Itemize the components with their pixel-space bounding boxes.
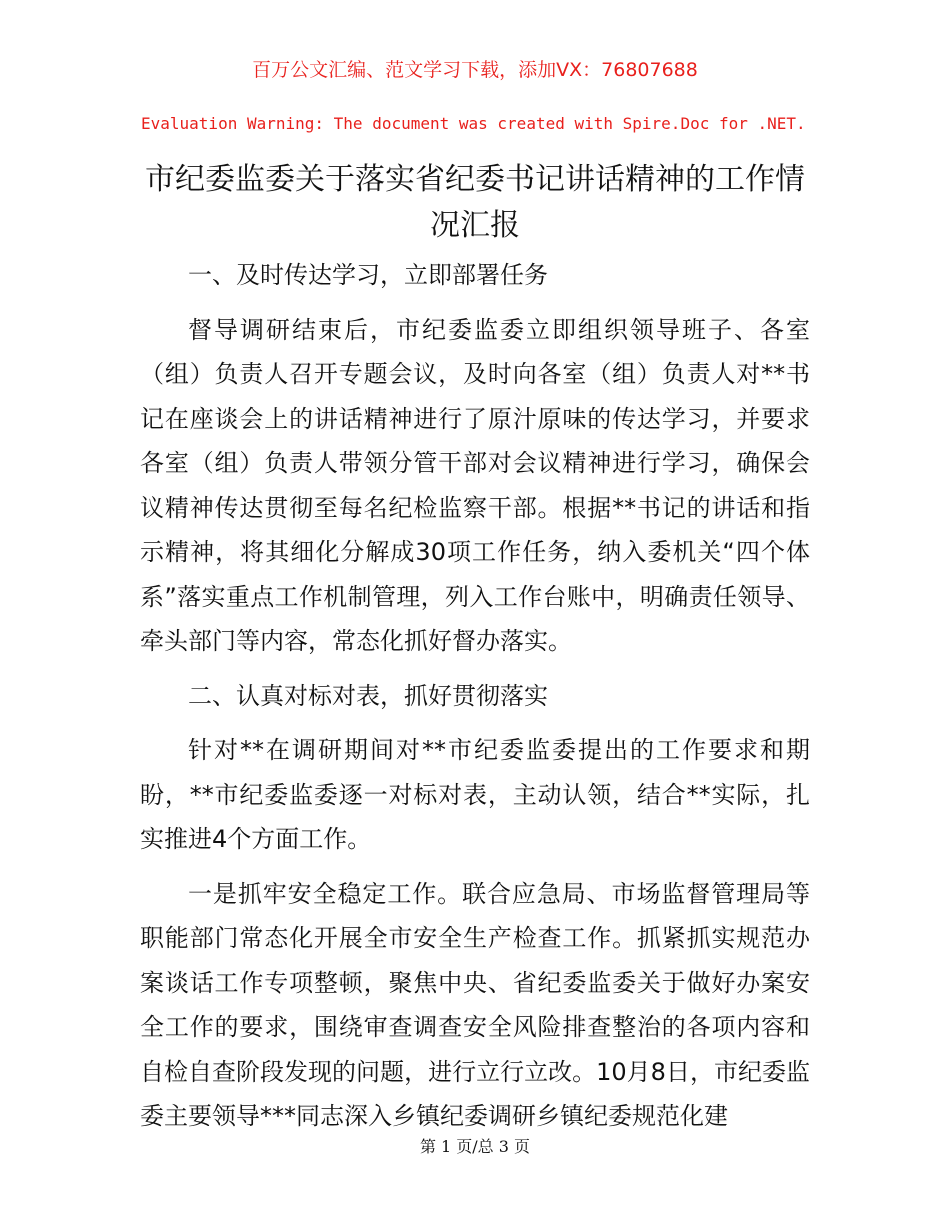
paragraph-3: 一是抓牢安全稳定工作。联合应急局、市场监督管理局等职能部门常态化开展全市安全生产检查工作。抓紧抓实规范办案谈话工作专项整顿，聚焦中央、省纪委监委关于做好办案安全工作的要求，围绕审查调查安全风险排查整治的各项内容和自检自查阶段发现的问题，进行立行立改。10月8日，市纪委监委主要领导***同志深入乡镇纪委调研乡镇纪委规范化建 — [140, 879, 810, 1130]
paragraph-2: 针对**在调研期间对**市纪委监委提出的工作要求和期盼，**市纪委监委逐一对标对表，主动认领，结合**实际，扎实推进4个方面工作。 — [140, 736, 810, 853]
paragraph-1: 督导调研结束后，市纪委监委立即组织领导班子、各室（组）负责人召开专题会议，及时向各室（组）负责人对**书记在座谈会上的讲话精神进行了原汁原味的传达学习，并要求各室（组）负责人带领分管干部对会议精神进行学习，确保会议精神传达贯彻至每名纪检监察干部。根据**书记的讲话和指示精神，将其细化分解成30项工作任务，纳入委机关“四个体系”落实重点工作机制管理，列入工作台账中，明确责任领导、牵头部门等内容，常态化抓好督办落实。 — [140, 315, 810, 655]
document-title: 市纪委监委关于落实省纪委书记讲话精神的工作情况汇报 — [145, 162, 805, 243]
promo-banner: 百万公文汇编、范文学习下载，添加VX：76807688 — [252, 59, 698, 81]
page-indicator: 第 1 页/总 3 页 — [419, 1137, 531, 1156]
evaluation-warning: Evaluation Warning: The document was created with Spire.Doc for .NET. — [141, 114, 806, 133]
document-body — [140, 253, 810, 1149]
section-heading-1: 一、及时传达学习，立即部署任务 — [188, 261, 548, 289]
section-heading-2: 二、认真对标对表，抓好贯彻落实 — [188, 681, 548, 710]
